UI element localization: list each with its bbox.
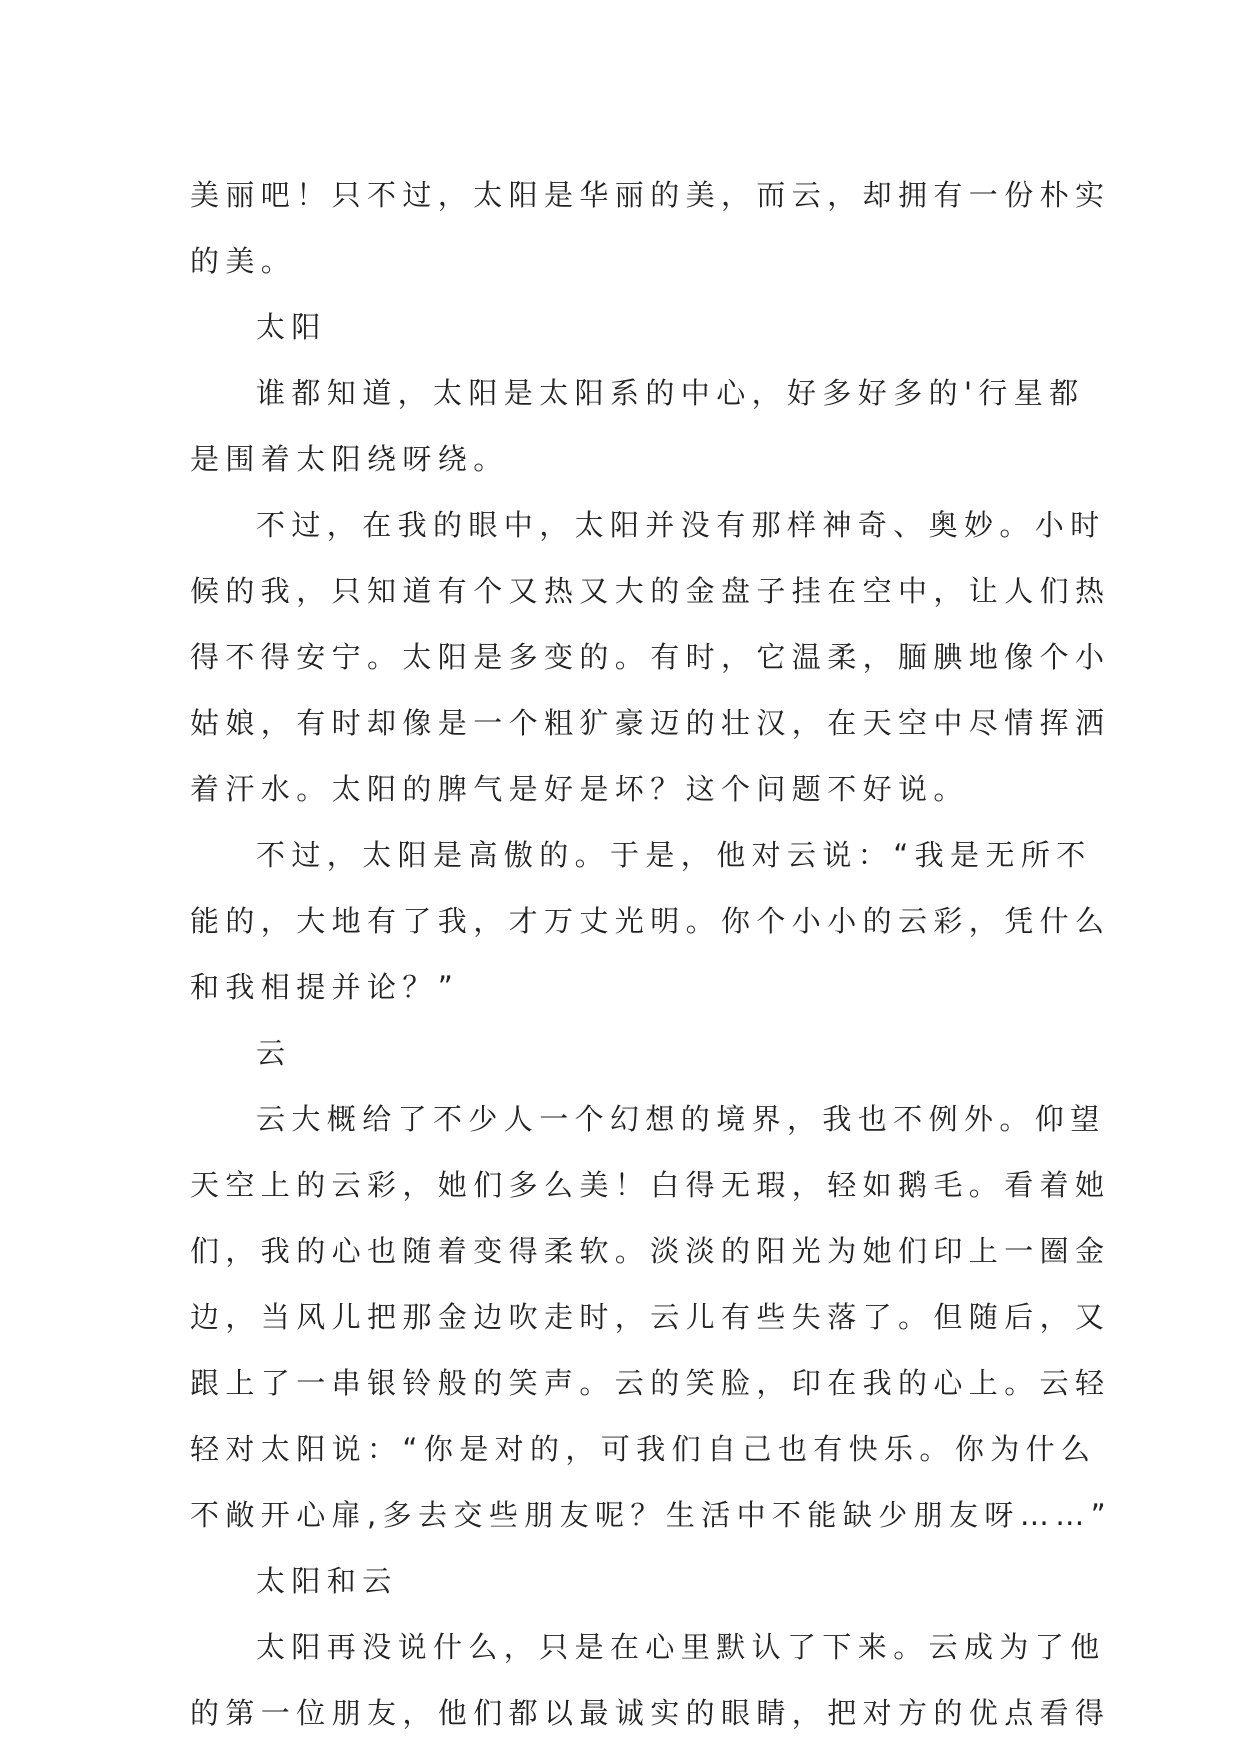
text-line: 轻对太阳说：“你是对的，可我们自己也有快乐。你为什么: [190, 1432, 1097, 1466]
text-line: 得不得安宁。太阳是多变的。有时，它温柔，腼腆地像个小: [190, 640, 1111, 674]
text-line: 谁都知道，太阳是太阳系的中心，好多好多的'行星都: [256, 376, 1085, 410]
text-line: 跟上了一串银铃般的笑声。云的笑脸，印在我的心上。云轻: [190, 1366, 1111, 1400]
section-heading-sun: 太阳: [256, 310, 327, 344]
text-line: 太阳再没说什么，只是在心里默认了下来。云成为了他: [256, 1630, 1106, 1664]
text-line: 云大概给了不少人一个幻想的境界，我也不例外。仰望: [256, 1102, 1106, 1136]
text-line: 不过，在我的眼中，太阳并没有那样神奇、奥妙。小时: [256, 508, 1106, 542]
text-line: 边，当风儿把那金边吹走时，云儿有些失落了。但随后，又: [190, 1300, 1111, 1334]
text-line: 能的，大地有了我，才万丈光明。你个小小的云彩，凭什么: [190, 904, 1111, 938]
text-line: 和我相提并论？”: [190, 970, 460, 1004]
text-line: 候的我，只知道有个又热又大的金盘子挂在空中，让人们热: [190, 574, 1111, 608]
text-line: 是围着太阳绕呀绕。: [190, 442, 509, 476]
document-page: [190, 162, 1113, 1746]
text-line: 天空上的云彩，她们多么美！白得无瑕，轻如鹅毛。看着她: [190, 1168, 1111, 1202]
text-line: 不过，太阳是高傲的。于是，他对云说：“我是无所不: [256, 838, 1092, 872]
text-line: 的美。: [190, 244, 297, 278]
text-line: 们，我的心也随着变得柔软。淡淡的阳光为她们印上一圈金: [190, 1234, 1111, 1268]
section-heading-cloud: 云: [256, 1036, 292, 1070]
text-line: 美丽吧！只不过，太阳是华丽的美，而云，却拥有一份朴实: [190, 178, 1111, 212]
section-heading-sun-and-cloud: 太阳和云: [256, 1564, 398, 1598]
text-line: 不敞开心扉,多去交些朋友呢？生活中不能缺少朋友呀……”: [190, 1498, 1113, 1532]
text-line: 着汗水。太阳的脾气是好是坏？这个问题不好说。: [190, 772, 969, 806]
text-line: 的第一位朋友，他们都以最诚实的眼睛，把对方的优点看得: [190, 1696, 1111, 1730]
text-line: 姑娘，有时却像是一个粗犷豪迈的壮汉，在天空中尽情挥洒: [190, 706, 1111, 740]
